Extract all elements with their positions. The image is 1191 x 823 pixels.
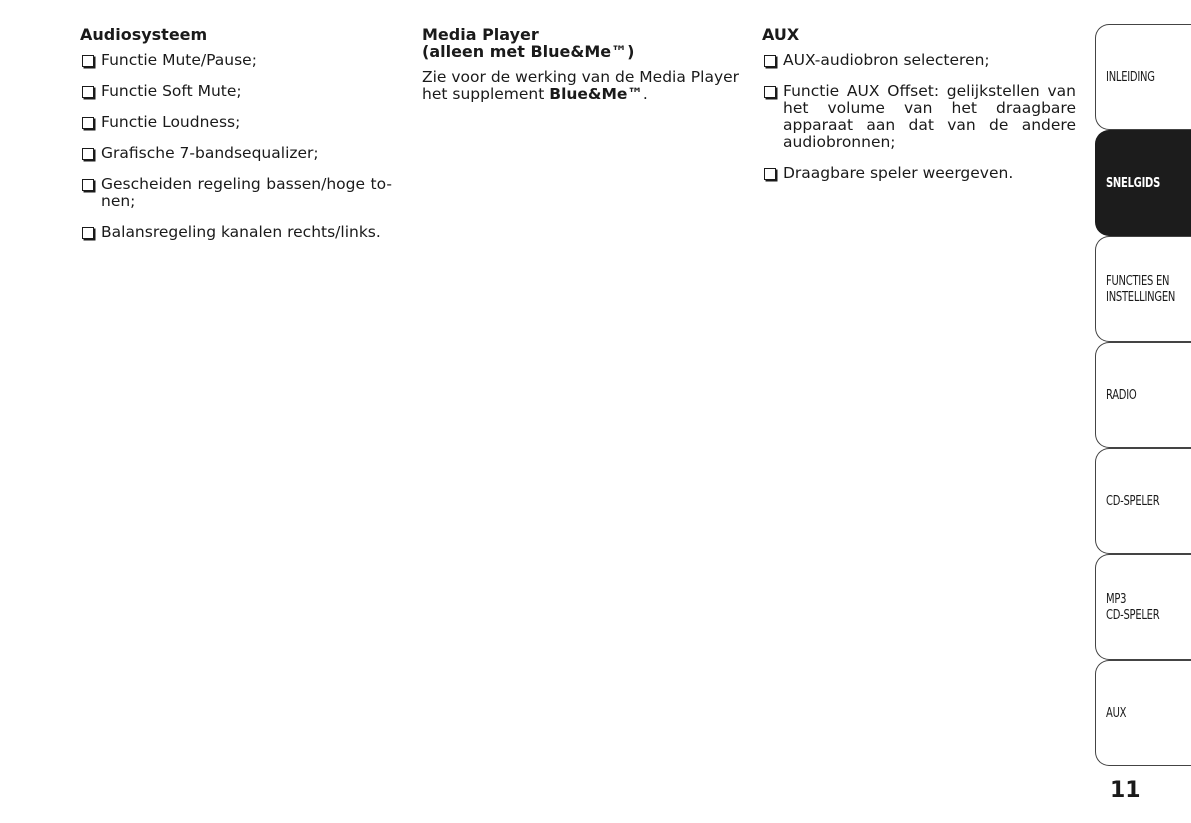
aux-list	[762, 52, 1076, 182]
list-item: Functie Mute/Pause;	[80, 52, 392, 69]
page-number: 11	[1110, 778, 1141, 803]
audiosysteem-list	[80, 52, 392, 241]
list-item: Functie AUX Offset: gelijkstellen van het volume van het draagbare apparaat aan dat van de andere audiobronnen;	[762, 83, 1076, 151]
tab-radio[interactable]: RADIO	[1095, 342, 1191, 448]
checkbox-bullet-icon	[764, 55, 776, 67]
list-item: Functie Soft Mute;	[80, 83, 392, 100]
list-item: AUX-audiobron selecteren;	[762, 52, 1076, 69]
media-player-paragraph: Zie voor de werking van de Media Player het supplement Blue&Me™.	[422, 68, 740, 103]
list-item: Functie Loudness;	[80, 114, 392, 131]
tab-snelgids[interactable]: SNELGIDS	[1095, 130, 1191, 236]
column-aux	[762, 26, 1076, 196]
tab-inleiding[interactable]: INLEIDING	[1095, 24, 1191, 130]
column-media-player	[422, 26, 740, 103]
checkbox-bullet-icon	[82, 55, 94, 67]
list-item: Gescheiden regeling bassen/hoge to-nen;	[80, 176, 392, 210]
checkbox-bullet-icon	[82, 117, 94, 129]
checkbox-bullet-icon	[764, 168, 776, 180]
section-heading-media-player: Media Player (alleen met Blue&Me™)	[422, 25, 635, 61]
checkbox-bullet-icon	[82, 148, 94, 160]
list-item: Grafische 7-bandsequalizer;	[80, 145, 392, 162]
tab-mp3-cd-speler[interactable]: MP3 CD-SPELER	[1095, 554, 1191, 660]
tab-functies-en-instellingen[interactable]: FUNCTIES EN INSTELLINGEN	[1095, 236, 1191, 342]
tab-aux[interactable]: AUX	[1095, 660, 1191, 766]
list-item: Draagbare speler weergeven.	[762, 165, 1076, 182]
section-tabs	[1095, 24, 1191, 766]
checkbox-bullet-icon	[82, 227, 94, 239]
tab-cd-speler[interactable]: CD-SPELER	[1095, 448, 1191, 554]
checkbox-bullet-icon	[82, 86, 94, 98]
list-item: Balansregeling kanalen rechts/links.	[80, 224, 392, 241]
checkbox-bullet-icon	[82, 179, 94, 191]
checkbox-bullet-icon	[764, 86, 776, 98]
column-audiosysteem	[80, 26, 392, 255]
section-heading-audiosysteem: Audiosysteem	[80, 25, 208, 44]
section-heading-aux: AUX	[762, 25, 800, 44]
